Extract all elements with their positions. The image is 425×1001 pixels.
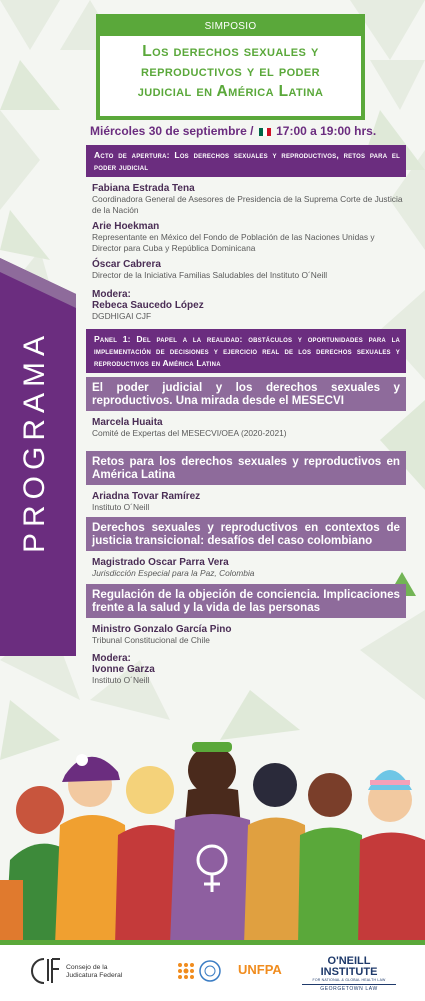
event-title [106,42,355,102]
moderator-name: Rebeca Saucedo López [92,299,204,311]
person-figure [358,770,425,945]
oneill-logo [302,955,396,992]
date-line [90,124,410,138]
moderator-role: Instituto O´Neill [92,675,150,685]
oneill-line-1: O'NEILL [327,955,371,967]
person-figure [244,763,308,945]
panel-title: Panel 1: Del papel a la realidad: obstáculos y oportunidades para la implementación de decisiones y ejercicio real de los derechos sexuales y reproductivos en América Latina [86,329,406,373]
opening-session-title: Acto de apertura: Los derechos sexuales y reproductivos, retos para el poder judicial [86,145,406,177]
moderator-label: Modera: [92,288,131,300]
talk-title: El poder judicial y los derechos sexuales y reproductivos. Una mirada desde el MESECVI [86,377,406,411]
oneill-line-4: GEORGETOWN LAW [302,984,396,992]
talk-speaker [86,557,406,579]
speaker-role: Tribunal Constitucional de Chile [92,634,210,645]
speaker-name: Ministro Gonzalo García Pino [92,623,232,635]
title-line-3: judicial en América Latina [137,83,324,100]
speaker-name: Ariadna Tovar Ramírez [92,490,201,502]
oneill-line-3: FOR NATIONAL & GLOBAL HEALTH LAW [312,978,386,982]
speaker-role: Coordinadora General de Asesores de Presidencia de la Suprema Corte de Justicia de la Nación [92,194,403,215]
title-line-2: reproductivos y el poder [141,63,320,80]
talk-speaker [86,624,406,686]
event-time: 17:00 a 19:00 hrs. [276,124,377,138]
speaker-role: Director de la Iniciativa Familias Saludables del Instituto O´Neill [92,270,328,280]
moderator-role: DGDHIGAI CJF [92,310,152,321]
program-content [86,145,406,686]
opening-speakers [86,183,406,321]
speaker-name: Magistrado Oscar Parra Vera [92,557,229,568]
speaker-role: Representante en México del Fondo de Población de las Naciones Unidas y Director para Cuba y República Dominicana [92,232,375,253]
talk-title: Derechos sexuales y reproductivos en contextos de justicia transicional: desafíos del caso colombiano [86,517,406,551]
speaker-name: Arie Hoekman [92,221,160,232]
unfpa-label: UNFPA [238,962,282,977]
title-line-1: Los derechos sexuales y [142,43,319,60]
group-illustration [0,730,425,960]
speaker-role: Jurisdicción Especial para la Paz, Colombia [92,568,255,578]
speaker-name: Marcela Huaita [92,417,163,428]
event-type-label: SIMPOSIO [100,18,361,36]
talk-title: Retos para los derechos sexuales y reproductivos en América Latina [86,451,406,485]
talk-speaker [86,417,406,439]
title-box [96,14,365,120]
cjf-name [66,964,122,980]
cjf-line-2: Judicatura Federal [66,972,123,979]
speaker-role: Instituto O´Neill [92,501,150,512]
moderator-name: Ivonne Garza [92,664,155,675]
moderator-label: Modera: [92,653,131,664]
speaker-name: Fabiana Estrada Tena [92,183,195,194]
unfpa-logo-icon [176,959,236,983]
cjf-line-1: Consejo de la [66,964,108,971]
person-figure [298,773,365,945]
cjf-logo-icon [30,955,62,987]
speaker-role: Comité de Expertas del MESECVI/OEA (2020-2021) [92,428,287,438]
talk-speaker [86,491,406,513]
speaker-name: Óscar Cabrera [92,259,161,270]
footer [0,945,425,1001]
talk-title: Regulación de la objeción de conciencia. Implicaciones frente a la salud y la vida de las personas [86,584,406,618]
programa-label: PROGRAMA [18,329,51,553]
event-date: Miércoles 30 de septiembre / [90,124,254,138]
mexico-flag-icon [259,128,271,136]
oneill-line-2: INSTITUTE [320,966,378,978]
person-figure [170,742,255,945]
